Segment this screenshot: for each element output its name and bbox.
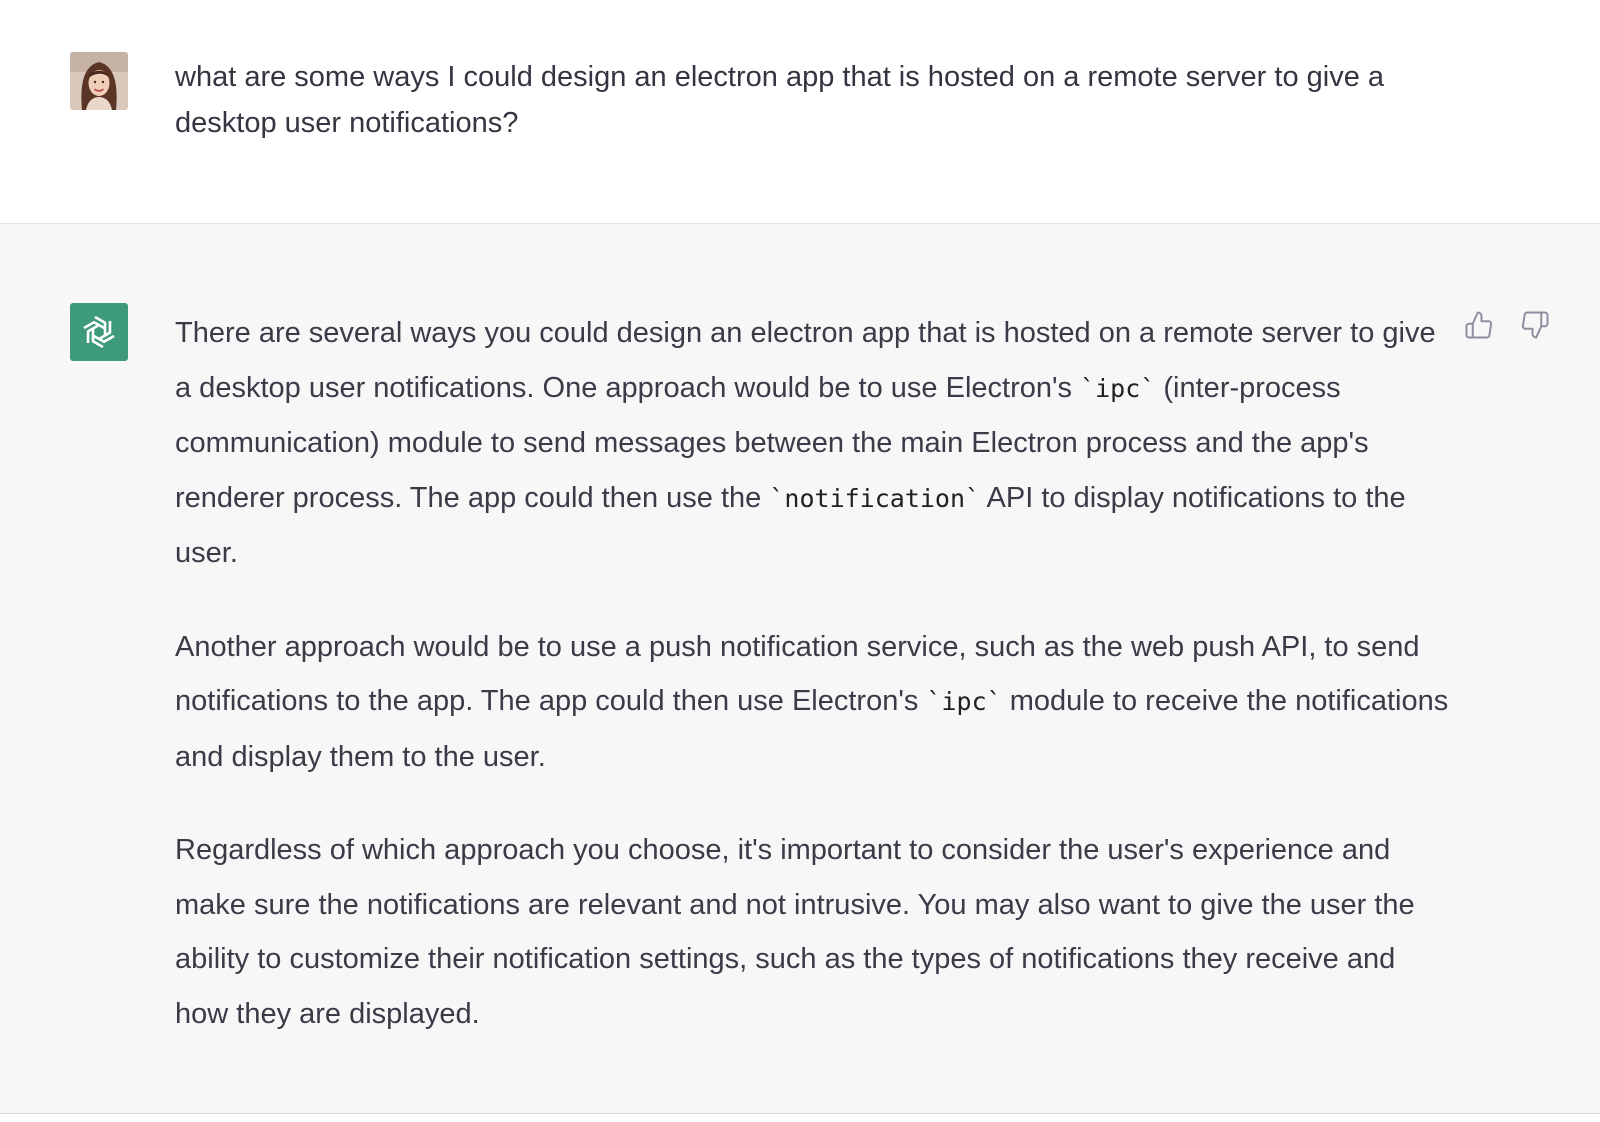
openai-logo-icon	[78, 311, 120, 353]
user-message-text: what are some ways I could design an electron app that is hosted on a remote server to give a desktop user notifications?	[175, 61, 1385, 139]
thumbs-down-button[interactable]	[1518, 308, 1552, 342]
paragraph-text: Another approach would be to use a push notification service, such as the web push API, to send notifications to the app. The app could then use Electron's	[175, 630, 1420, 717]
user-avatar	[70, 52, 128, 110]
thumbs-up-button[interactable]	[1462, 308, 1496, 342]
assistant-paragraph-3	[175, 823, 1450, 1041]
user-avatar-photo	[70, 52, 128, 110]
inline-code: `ipc`	[926, 687, 1002, 716]
inline-code: `ipc`	[1080, 373, 1156, 403]
feedback-actions	[1462, 308, 1552, 342]
assistant-message	[0, 224, 1600, 1114]
paragraph-text: (inter-process communication) module to send messages between the main Electron process and the app's renderer process. The app could then use the	[175, 371, 1369, 514]
paragraph-text: Regardless of which approach you choose, it's important to consider the user's experience and make sure the notifications are relevant and not intrusive. You may also want to give the user the ability to customize their notification settings, such as the types of notifications they receive and how they are displayed.	[175, 834, 1415, 1030]
assistant-avatar	[70, 303, 128, 361]
thumbs-down-icon	[1520, 310, 1550, 340]
paragraph-text: There are several ways you could design an electron app that is hosted on a remote server to give a desktop user notifications. One approach would be to use Electron's	[175, 317, 1436, 404]
assistant-message-body	[175, 306, 1450, 1041]
inline-code: `notification`	[769, 483, 981, 513]
user-message	[0, 0, 1600, 224]
thumbs-up-icon	[1464, 310, 1494, 340]
assistant-paragraph-2	[175, 620, 1450, 785]
paragraph-text: module to receive the notifications and display them to the user.	[175, 685, 1449, 773]
assistant-paragraph-1	[175, 306, 1450, 581]
paragraph-text: API to display notifications to the user.	[175, 481, 1406, 569]
